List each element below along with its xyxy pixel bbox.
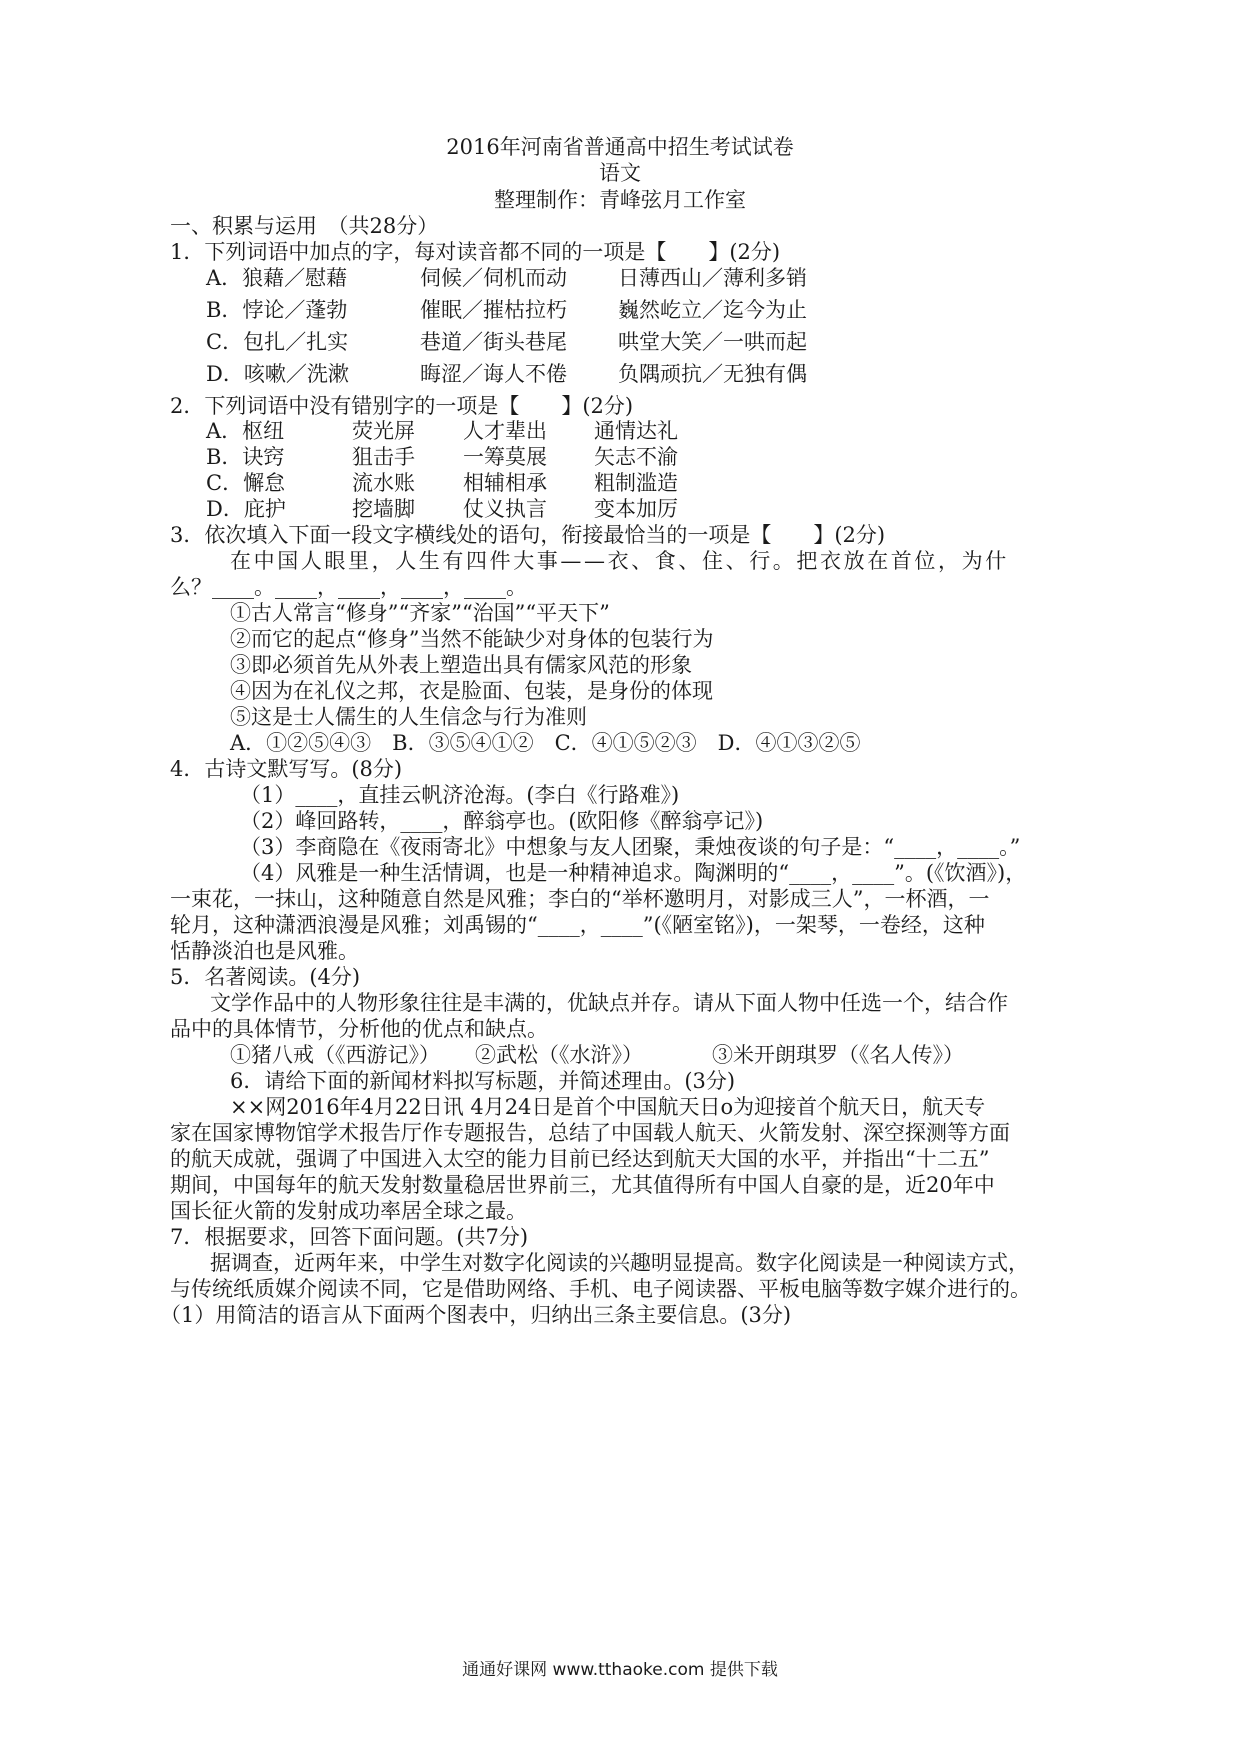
q2-b-3: 一筹莫展	[463, 445, 547, 469]
q2-a-2: 荧光屏	[352, 419, 415, 443]
q1-b-1: B．悖论／蓬勃	[206, 298, 348, 322]
q2-c-3: 相辅相承	[463, 471, 547, 495]
q2-b-2: 狙击手	[352, 445, 415, 469]
q3-item-5: ⑤这是士人儒生的人生信念与行为准则	[230, 705, 587, 729]
q2-stem: 2．下列词语中没有错别字的一项是【 】(2分)	[170, 394, 634, 418]
q6-line-1: ××网2016年4月22日讯 4月24日是首个中国航天日o为迎接首个航天日，航天专	[230, 1095, 986, 1119]
q5-para-2: 品中的具体情节，分析他的优点和缺点。	[170, 1017, 548, 1041]
q1-c-3: 哄堂大笑／一哄而起	[618, 330, 807, 354]
q4-line-7: 恬静淡泊也是风雅。	[170, 939, 359, 963]
q2-d-4: 变本加厉	[594, 497, 678, 521]
q7-stem: 7．根据要求，回答下面问题。(共7分)	[170, 1225, 529, 1249]
q3-para-1: 在中国人眼里，人生有四件大事——衣、食、住、行。把衣放在首位，为什	[230, 549, 1009, 573]
q5-option-1: ①猪八戒（《西游记》）	[230, 1043, 440, 1067]
q5-option-3: ③米开朗琪罗（《名人传》）	[712, 1043, 964, 1067]
q4-stem: 4．古诗文默写写。(8分)	[170, 757, 403, 781]
q5-stem: 5．名著阅读。(4分)	[170, 965, 361, 989]
q1-d-3: 负隅顽抗／无独有偶	[618, 362, 807, 386]
q1-b-2: 催眠／摧枯拉朽	[420, 298, 567, 322]
q2-d-1: D．庇护	[206, 497, 286, 521]
q2-c-4: 粗制滥造	[594, 471, 678, 495]
q1-c-2: 巷道／街头巷尾	[420, 330, 567, 354]
q1-c-1: C．包扎／扎实	[206, 330, 349, 354]
exam-subject: 语文	[599, 161, 641, 185]
q3-item-1: ①古人常言“修身”“齐家”“治国”“平天下”	[230, 601, 610, 625]
exam-maker: 整理制作：青峰弦月工作室	[494, 188, 746, 212]
q6-line-2: 家在国家博物馆学术报告厅作专题报告，总结了中国载人航天、火箭发射、深空探测等方面	[170, 1121, 1010, 1145]
q2-a-1: A．枢纽	[206, 419, 285, 443]
q1-a-3: 日薄西山／薄利多销	[618, 266, 807, 290]
q1-a-2: 伺候／伺机而动	[420, 266, 567, 290]
q1-a-1: A．狼藉／慰藉	[206, 266, 348, 290]
q2-c-1: C．懈怠	[206, 471, 286, 495]
q2-d-2: 挖墙脚	[352, 497, 415, 521]
q4-line-6: 轮月，这种潇洒浪漫是风雅；刘禹锡的“____，____”(《陋室铭》)，一架琴，一卷经，这种	[170, 913, 985, 937]
exam-title: 2016年河南省普通高中招生考试试卷	[446, 135, 794, 159]
q7-line-2: 与传统纸质媒介阅读不同，它是借助网络、手机、电子阅读器、平板电脑等数字媒介进行的。	[170, 1277, 1031, 1301]
q3-choices: A．①②⑤④③ B．③⑤④①② C．④①⑤②③ D．④①③②⑤	[230, 731, 861, 755]
q3-stem: 3．依次填入下面一段文字横线处的语句，衔接最恰当的一项是【 】(2分)	[170, 523, 886, 547]
q3-item-2: ②而它的起点“修身”当然不能缺少对身体的包装行为	[230, 627, 714, 651]
q7-line-1: 据调查，近两年来，中学生对数字化阅读的兴趣明显提高。数字化阅读是一种阅读方式，	[210, 1251, 1029, 1275]
q2-d-3: 仗义执言	[463, 497, 547, 521]
q4-line-1: （1）____，直挂云帆济沧海。(李白《行路难》)	[240, 783, 680, 807]
q1-d-2: 晦涩／诲人不倦	[420, 362, 567, 386]
q2-b-1: B．诀窍	[206, 445, 285, 469]
q4-line-5: 一束花，一抹山，这种随意自然是风雅；李白的“举杯邀明月，对影成三人”，一杯酒，一	[170, 887, 990, 911]
footer-download-note: 通通好课网 www.tthaoke.com 提供下载	[462, 1660, 778, 1680]
q6-line-4: 期间，中国每年的航天发射数量稳居世界前三，尤其值得所有中国人自豪的是，近20年中	[170, 1173, 995, 1197]
q3-item-4: ④因为在礼仪之邦，衣是脸面、包装，是身份的体现	[230, 679, 713, 703]
q4-line-4: （4）风雅是一种生活情调，也是一种精神追求。陶渊明的“____，____”。(《饮酒》)，	[240, 861, 1027, 885]
q1-d-1: D．咳嗽／洗漱	[206, 362, 349, 386]
q2-a-3: 人才辈出	[463, 419, 547, 443]
q5-option-2: ②武松（《水浒》）	[475, 1043, 643, 1067]
q2-c-2: 流水账	[352, 471, 415, 495]
q3-para-2: 么？____。____，____，____，____。	[170, 575, 527, 599]
q5-para-1: 文学作品中的人物形象往往是丰满的，优缺点并存。请从下面人物中任选一个，结合作	[210, 991, 1008, 1015]
q6-line-3: 的航天成就，强调了中国进入太空的能力目前已经达到航天大国的水平，并指出“十二五”	[170, 1147, 990, 1171]
q1-b-3: 巍然屹立／迄今为止	[618, 298, 807, 322]
q3-item-3: ③即必须首先从外表上塑造出具有儒家风范的形象	[230, 653, 692, 677]
section-heading: 一、积累与运用 （共28分）	[170, 214, 439, 238]
q4-line-2: （2）峰回路转，____，醉翁亭也。(欧阳修《醉翁亭记》)	[240, 809, 764, 833]
q2-b-4: 矢志不渝	[594, 445, 678, 469]
q1-stem: 1．下列词语中加点的字，每对读音都不同的一项是【 】(2分)	[170, 240, 781, 264]
q6-stem: 6．请给下面的新闻材料拟写标题，并简述理由。(3分)	[230, 1069, 736, 1093]
q6-line-5: 国长征火箭的发射成功率居全球之最。	[170, 1199, 527, 1223]
q2-a-4: 通情达礼	[594, 419, 678, 443]
q7-line-3: （1）用简洁的语言从下面两个图表中，归纳出三条主要信息。(3分)	[160, 1303, 792, 1327]
q4-line-3: （3）李商隐在《夜雨寄北》中想象与友人团聚，秉烛夜谈的句子是：“____，____。”	[240, 835, 1021, 859]
